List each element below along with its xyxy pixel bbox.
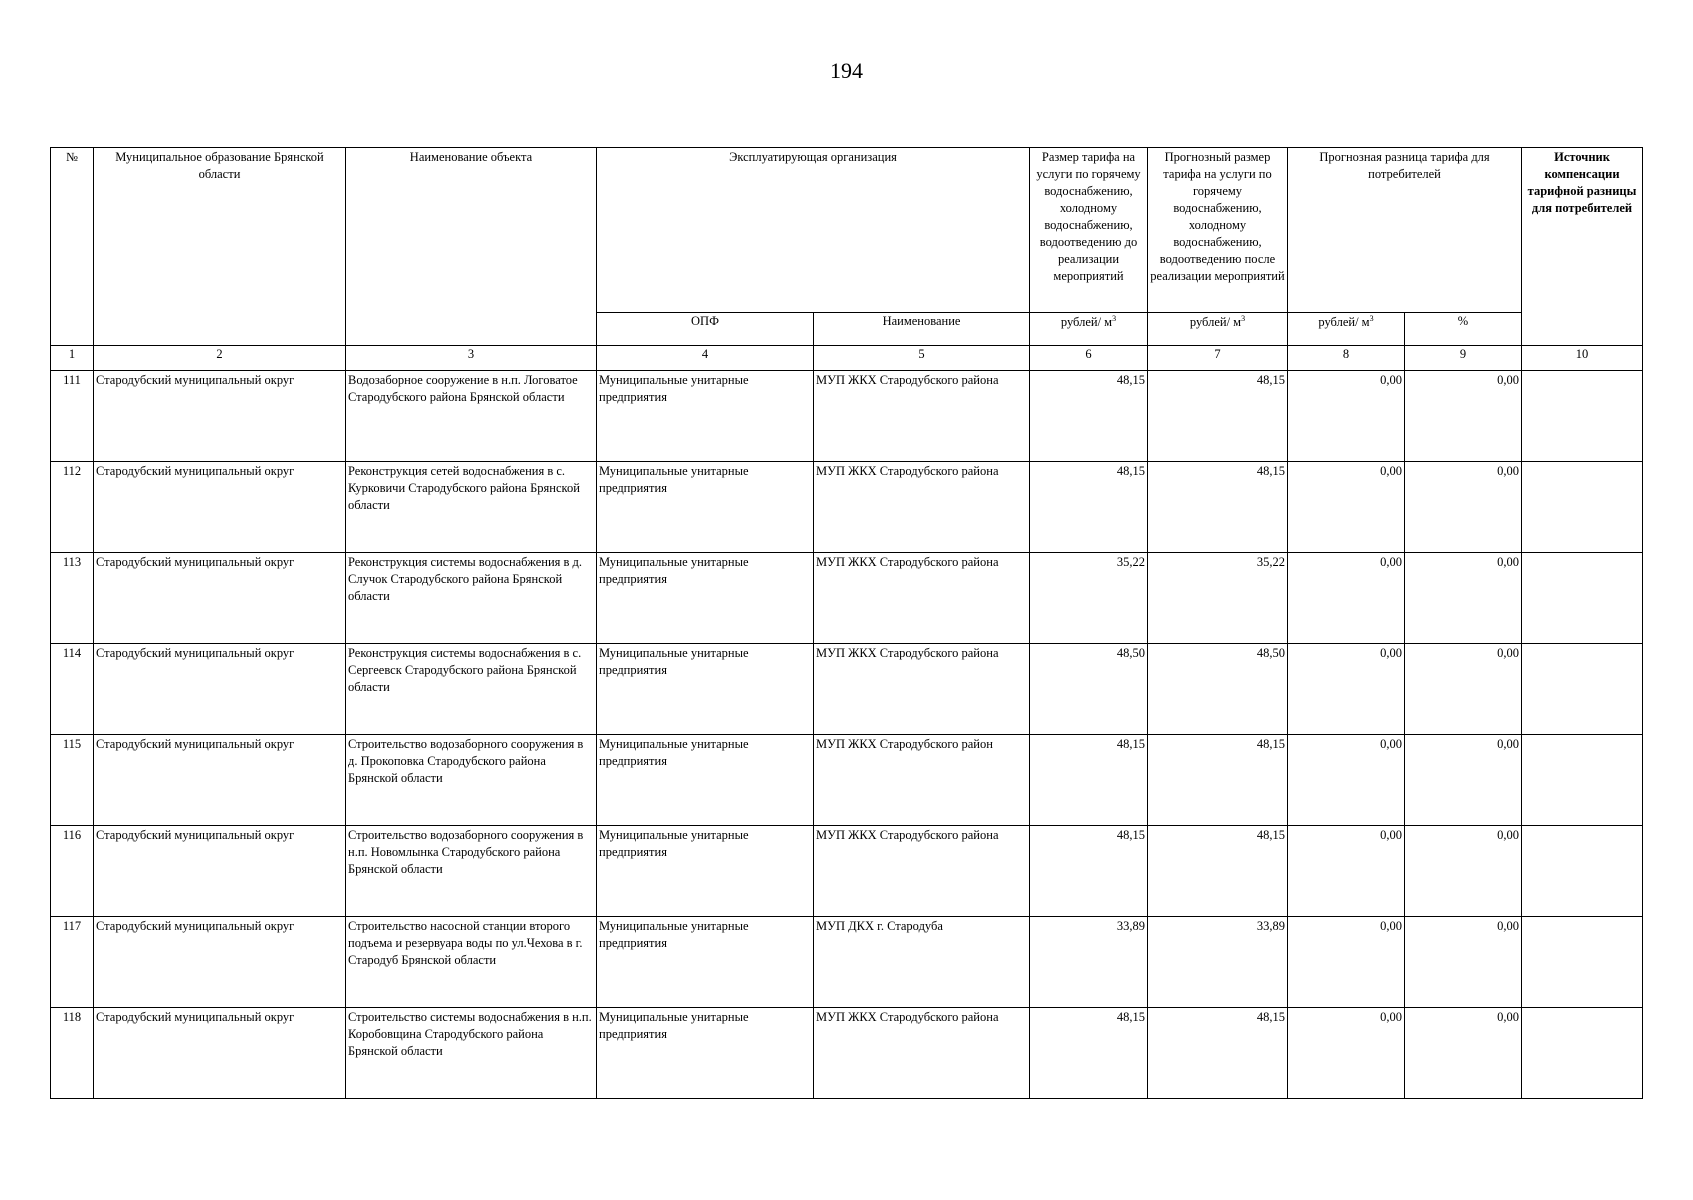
table-row [51,917,1643,1008]
column-number: 6 [1030,346,1148,371]
tariff-after-cell: 35,22 [1148,553,1288,644]
tariff-before-cell: 33,89 [1030,917,1148,1008]
header-operator: Эксплуатирующая организация [597,148,1030,313]
tariff-after-cell: 33,89 [1148,917,1288,1008]
diff-percent-cell: 0,00 [1405,553,1522,644]
operator-name-cell: МУП ЖКХ Стародубского района [814,1008,1030,1099]
diff-rub-cell: 0,00 [1288,553,1405,644]
diff-percent-cell: 0,00 [1405,644,1522,735]
tariff-after-cell: 48,15 [1148,826,1288,917]
table-row [51,462,1643,553]
source-cell [1522,917,1643,1008]
column-number: 10 [1522,346,1643,371]
table-row [51,553,1643,644]
source-cell [1522,644,1643,735]
tariff-after-cell: 48,15 [1148,462,1288,553]
object-cell: Реконструкция сетей водоснабжения в с. Курковичи Стародубского района Брянской области [346,462,597,553]
diff-rub-cell: 0,00 [1288,735,1405,826]
diff-percent-cell: 0,00 [1405,735,1522,826]
diff-rub-cell: 0,00 [1288,644,1405,735]
header-object: Наименование объекта [346,148,597,346]
tariff-before-cell: 48,15 [1030,735,1148,826]
opf-cell: Муниципальные унитарные предприятия [597,462,814,553]
operator-name-cell: МУП ЖКХ Стародубского района [814,553,1030,644]
diff-percent-cell: 0,00 [1405,826,1522,917]
opf-cell: Муниципальные унитарные предприятия [597,644,814,735]
tariff-before-cell: 48,15 [1030,371,1148,462]
column-number: 8 [1288,346,1405,371]
diff-percent-cell: 0,00 [1405,917,1522,1008]
column-number: 7 [1148,346,1288,371]
column-number-row [51,346,1643,371]
tariff-table [50,147,1643,1099]
object-cell: Реконструкция системы водоснабжения в д. Случок Стародубского района Брянской области [346,553,597,644]
header-tariff-after: Прогнозный размер тарифа на услуги по горячему водоснабжению, холодному водоснабжению, водоотведению после реализации мероприятий [1148,148,1288,313]
column-number: 2 [94,346,346,371]
operator-name-cell: МУП ЖКХ Стародубского района [814,371,1030,462]
municipality-cell: Стародубский муниципальный округ [94,553,346,644]
row-number: 113 [51,553,94,644]
source-cell [1522,826,1643,917]
tariff-after-cell: 48,15 [1148,735,1288,826]
tariff-before-cell: 48,50 [1030,644,1148,735]
table-row [51,826,1643,917]
object-cell: Строительство системы водоснабжения в н.п. Коробовщина Стародубского района Брянской области [346,1008,597,1099]
opf-cell: Муниципальные унитарные предприятия [597,1008,814,1099]
opf-cell: Муниципальные унитарные предприятия [597,371,814,462]
tariff-before-cell: 48,15 [1030,462,1148,553]
header-opf: ОПФ [597,313,814,346]
table-row [51,1008,1643,1099]
row-number: 118 [51,1008,94,1099]
municipality-cell: Стародубский муниципальный округ [94,735,346,826]
object-cell: Водозаборное сооружение в н.п. Логоватое Стародубского района Брянской области [346,371,597,462]
object-cell: Реконструкция системы водоснабжения в с. Сергеевск Стародубского района Брянской области [346,644,597,735]
diff-percent-cell: 0,00 [1405,1008,1522,1099]
unit-diff-rub: рублей/ $м^3$ [1288,313,1405,346]
operator-name-cell: МУП ДКХ г. Стародуба [814,917,1030,1008]
header-difference: Прогнозная разница тарифа для потребителей [1288,148,1522,313]
source-cell [1522,1008,1643,1099]
source-cell [1522,553,1643,644]
diff-rub-cell: 0,00 [1288,917,1405,1008]
row-number: 115 [51,735,94,826]
tariff-after-cell: 48,15 [1148,371,1288,462]
unit-tariff-after: рублей/ $м^3$ [1148,313,1288,346]
diff-rub-cell: 0,00 [1288,462,1405,553]
source-cell [1522,371,1643,462]
header-operator-name: Наименование [814,313,1030,346]
object-cell: Строительство насосной станции второго подъема и резервуара воды по ул.Чехова в г. Стародуб Брянской области [346,917,597,1008]
opf-cell: Муниципальные унитарные предприятия [597,553,814,644]
tariff-before-cell: 48,15 [1030,1008,1148,1099]
unit-tariff-before: рублей/ $м^3$ [1030,313,1148,346]
row-number: 112 [51,462,94,553]
header-row [51,148,1643,313]
opf-cell: Муниципальные унитарные предприятия [597,826,814,917]
diff-percent-cell: 0,00 [1405,371,1522,462]
page-number: 194 [830,58,863,83]
column-number: 9 [1405,346,1522,371]
row-number: 114 [51,644,94,735]
table-row [51,371,1643,462]
municipality-cell: Стародубский муниципальный округ [94,917,346,1008]
municipality-cell: Стародубский муниципальный округ [94,1008,346,1099]
unit-diff-percent: % [1405,313,1522,346]
header-municipality: Муниципальное образование Брянской области [94,148,346,346]
object-cell: Строительство водозаборного сооружения в д. Прокоповка Стародубского района Брянской области [346,735,597,826]
column-number: 5 [814,346,1030,371]
source-cell [1522,735,1643,826]
source-cell [1522,462,1643,553]
row-number: 111 [51,371,94,462]
column-number: 1 [51,346,94,371]
diff-rub-cell: 0,00 [1288,371,1405,462]
column-number: 3 [346,346,597,371]
tariff-before-cell: 48,15 [1030,826,1148,917]
municipality-cell: Стародубский муниципальный округ [94,462,346,553]
tariff-after-cell: 48,50 [1148,644,1288,735]
table-row [51,735,1643,826]
diff-rub-cell: 0,00 [1288,826,1405,917]
header-source: Источник компенсации тарифной разницы для потребителей [1522,148,1643,346]
object-cell: Строительство водозаборного сооружения в н.п. Новомлынка Стародубского района Брянской области [346,826,597,917]
header-no: № [51,148,94,346]
row-number: 116 [51,826,94,917]
opf-cell: Муниципальные унитарные предприятия [597,735,814,826]
municipality-cell: Стародубский муниципальный округ [94,371,346,462]
table-row [51,644,1643,735]
tariff-before-cell: 35,22 [1030,553,1148,644]
municipality-cell: Стародубский муниципальный округ [94,644,346,735]
municipality-cell: Стародубский муниципальный округ [94,826,346,917]
operator-name-cell: МУП ЖКХ Стародубского района [814,826,1030,917]
header-tariff-before: Размер тарифа на услуги по горячему водоснабжению, холодному водоснабжению, водоотведению до реализации мероприятий [1030,148,1148,313]
operator-name-cell: МУП ЖКХ Стародубского района [814,462,1030,553]
row-number: 117 [51,917,94,1008]
column-number: 4 [597,346,814,371]
operator-name-cell: МУП ЖКХ Стародубского района [814,644,1030,735]
tariff-after-cell: 48,15 [1148,1008,1288,1099]
diff-rub-cell: 0,00 [1288,1008,1405,1099]
operator-name-cell: МУП ЖКХ Стародубского район [814,735,1030,826]
opf-cell: Муниципальные унитарные предприятия [597,917,814,1008]
diff-percent-cell: 0,00 [1405,462,1522,553]
